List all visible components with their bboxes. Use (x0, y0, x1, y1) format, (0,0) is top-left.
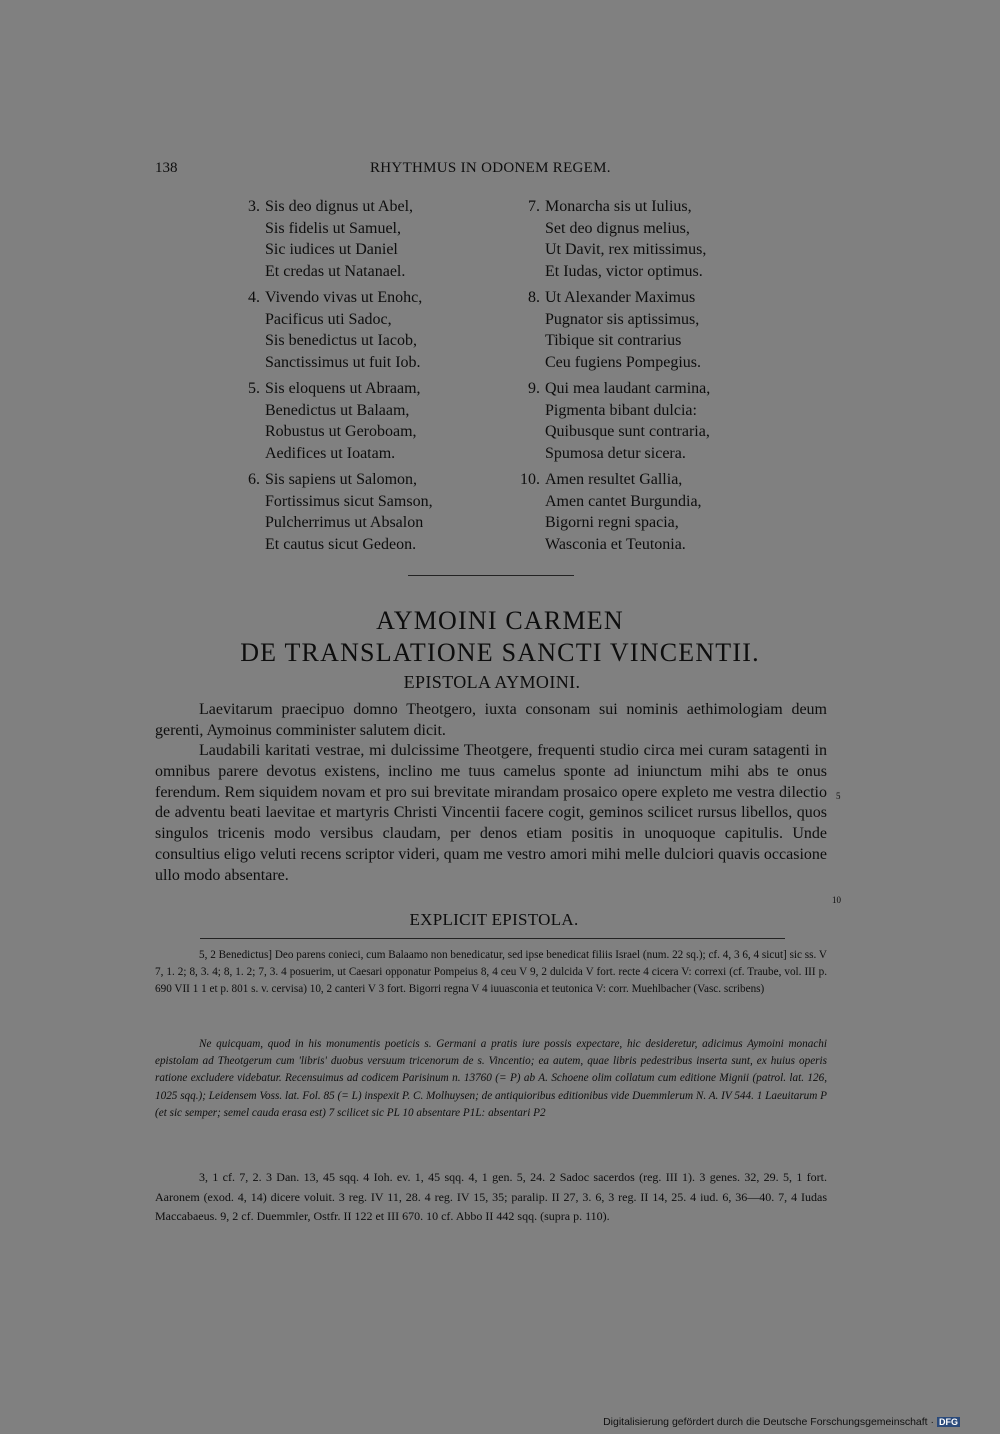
stanza (232, 287, 502, 373)
line-number-10: 10 (832, 895, 841, 905)
verse-line: Vivendo vivas ut Enohc, (265, 289, 423, 306)
stanza-number: 6. (248, 471, 260, 488)
section-title-line-1: AYMOINI CARMEN (376, 606, 624, 635)
digitization-footer (603, 1416, 960, 1428)
epistle-paragraph-1: Laevitarum praecipuo domno Theotgero, iuxta consonam sui nominis aethimologiam deum gerenti, Aymoinus comminister salutem dicit. (155, 701, 827, 739)
verse-line: Fortissimus sicut Samson, (265, 492, 433, 510)
introduction-text: Ne quicquam, quod in his monumentis poeticis s. Germani a pratis iure possis expectare, hic desideretur, adicimus Aymoini monachi epistolam ad Theotgerum cum 'libris' duobus versuum tricenorum de s. Vincentio; ea autem, quae libris pedestribus inserta sunt, ex huius operis ratione excludere videbatur. Recensuimus ad codicem Parisinum n. 13760 (= P) ab A. Schoene olim collatum cum editione Mignii (patrol. lat. 126, 1025 sqq.); Leidensem Voss. lat. Fol. 85 (= L) inspexit P. C. Molhuysen; de antiquioribus editionibus vide Duemmlerum N. A. IV 544. 1 Laeuitarum P (et sic semper; semel cauda erasa est) 7 scilicet sic PL 10 absentare P1L: absentari P2 (155, 1038, 827, 1119)
apparatus-text: 5, 2 Benedictus] Deo parens conieci, cum Balaamo non benedicatur, sed ipse benedicat filiis Israel (num. 22 sq.); cf. 4, 3 6, 4 sicut] sic ss. V 7, 1. 2; 8, 3. 4; 8, 1. 2; 7, 3. 4 posuerim, ut Caesari opponatur Pompeius 8, 4 ceu V 9, 2 dulcida V fort. recte 4 cicera V: correxi (cf. Traube, vol. III p. 690 VII 1 1 et p. 801 s. v. cervisa) 10, 2 canteri V 3 fort. Bigorri regna V 4 iuuasconia et teutonica V: corr. Muehlbacher (Vasc. scribens) (155, 949, 827, 996)
page-number: 138 (155, 160, 178, 176)
verse-line: Spumosa detur sicera. (545, 444, 686, 462)
verse-line: Set deo dignus melius, (545, 219, 690, 237)
section-title-line-2: DE TRANSLATIONE SANCTI VINCENTII. (240, 638, 760, 667)
verse-line: Ut Alexander Maximus (545, 289, 696, 306)
stanza-number: 7. (528, 198, 540, 215)
verse-line: Sis eloquens ut Abraam, (265, 380, 421, 397)
stanza-number: 3. (248, 198, 260, 215)
stanza (512, 196, 802, 282)
verse-line: Pacificus uti Sadoc, (265, 310, 392, 328)
verse-line: Amen resultet Gallia, (545, 471, 683, 488)
verse-line: Ut Davit, rex mitissimus, (545, 241, 707, 258)
poem-column-right (512, 196, 802, 560)
verse-line: Robustus ut Geroboam, (265, 423, 417, 440)
verse-line: Tibique sit contrarius (545, 332, 682, 349)
verse-line: Bigorni regni spacia, (545, 514, 679, 531)
verse-line: Aedifices ut Ioatam. (265, 444, 396, 462)
verse-line: Qui mea laudant carmina, (545, 380, 711, 397)
running-title: RHYTHMUS IN ODONEM REGEM. (370, 160, 611, 176)
stanza (232, 469, 502, 555)
verse-line: Monarcha sis ut Iulius, (545, 198, 692, 215)
verse-line: Wasconia et Teutonia. (545, 535, 686, 553)
verse-line: Pulcherrimus ut Absalon (265, 514, 424, 531)
verse-line: Ceu fugiens Pompegius. (545, 353, 701, 371)
verse-line: Sis fidelis ut Samuel, (265, 219, 401, 237)
stanza (512, 469, 802, 555)
verse-line: Sanctissimus ut fuit Iob. (265, 353, 421, 371)
page-header (155, 160, 825, 184)
verse-line: Sic iudices ut Daniel (265, 241, 398, 258)
stanza (512, 378, 802, 464)
verse-line: Et credas ut Natanael. (265, 262, 406, 280)
stanza-number: 4. (248, 289, 260, 306)
epistle-body (155, 741, 827, 887)
verse-line: Quibusque sunt contraria, (545, 423, 710, 440)
stanza (512, 287, 802, 373)
introduction-notes (155, 1036, 827, 1122)
stanza-number: 5. (248, 380, 260, 397)
stanza-number: 8. (528, 289, 540, 306)
line-number-5: 5 (836, 791, 841, 801)
section-divider (408, 575, 574, 576)
stanza-number: 9. (528, 380, 540, 397)
epistle-paragraph-2: Laudabili karitati vestrae, mi dulcissime Theotgere, frequenti studio circa mei curam satagenti in omnibus parere devotus existens, inclino me tuus camelus sponte ad iniunctum mihi abs te onus ferendum. Rem siquidem novam et pro sui brevitate mirandam prosaico opere expleto me vestra dilectio de adventu beati laevitae et martyris Christi Vincentii facere cogit, geminos scilicet rursus libellos, quos singulos tricenis modo versibus claudam, per denos etiam positis in unoquoque capitulis. Unde consultius eligo veluti recens scriptor videri, quam me vestro amori mihi melle dulciori quavis occasione ullo modo absentare. (155, 742, 827, 884)
footer-text: Digitalisierung gefördert durch die Deutsche Forschungsgemeinschaft · (603, 1416, 934, 1428)
verse-line: Pigmenta bibant dulcia: (545, 401, 697, 419)
poem-column-left (232, 196, 502, 560)
source-notes (155, 1168, 827, 1227)
verse-line: Sis benedictus ut Iacob, (265, 332, 417, 349)
source-text: 3, 1 cf. 7, 2. 3 Dan. 13, 45 sqq. 4 Ioh. ev. 1, 45 sqq. 4, 1 gen. 5, 24. 2 Sadoc sacerdos (reg. III 1). 3 genes. 32, 29. 5, 1 fort. Aaronem (exod. 4, 14) dicere voluit. 3 reg. IV 11, 28. 4 reg. IV 15, 35; paralip. II 27, 3. 6, 3 reg. II 14, 25. 4 iud. 6, 36—40. 7, 4 Iudas Maccabaeus. 9, 2 cf. Duemmler, Ostfr. II 122 et III 670. 10 cf. Abbo II 442 sqq. (supra p. 110). (155, 1170, 827, 1223)
verse-line: Sis sapiens ut Salomon, (265, 471, 418, 488)
stanza (232, 196, 502, 282)
verse-line: Benedictus ut Balaam, (265, 401, 410, 419)
epistle-salutation (155, 700, 827, 742)
explicit-heading: EXPLICIT EPISTOLA. (409, 910, 579, 929)
apparatus-notes (155, 947, 827, 999)
verse-line: Pugnator sis aptissimus, (545, 310, 700, 328)
stanza-number: 10. (520, 471, 540, 488)
footnote-divider (200, 938, 785, 939)
verse-line: Amen cantet Burgundia, (545, 492, 702, 510)
verse-line: Sis deo dignus ut Abel, (265, 198, 414, 215)
dfg-logo: DFG (939, 1417, 958, 1427)
stanza (232, 378, 502, 464)
section-subtitle: EPISTOLA AYMOINI. (403, 672, 581, 692)
verse-line: Et cautus sicut Gedeon. (265, 535, 417, 553)
verse-line: Et Iudas, victor optimus. (545, 262, 703, 280)
